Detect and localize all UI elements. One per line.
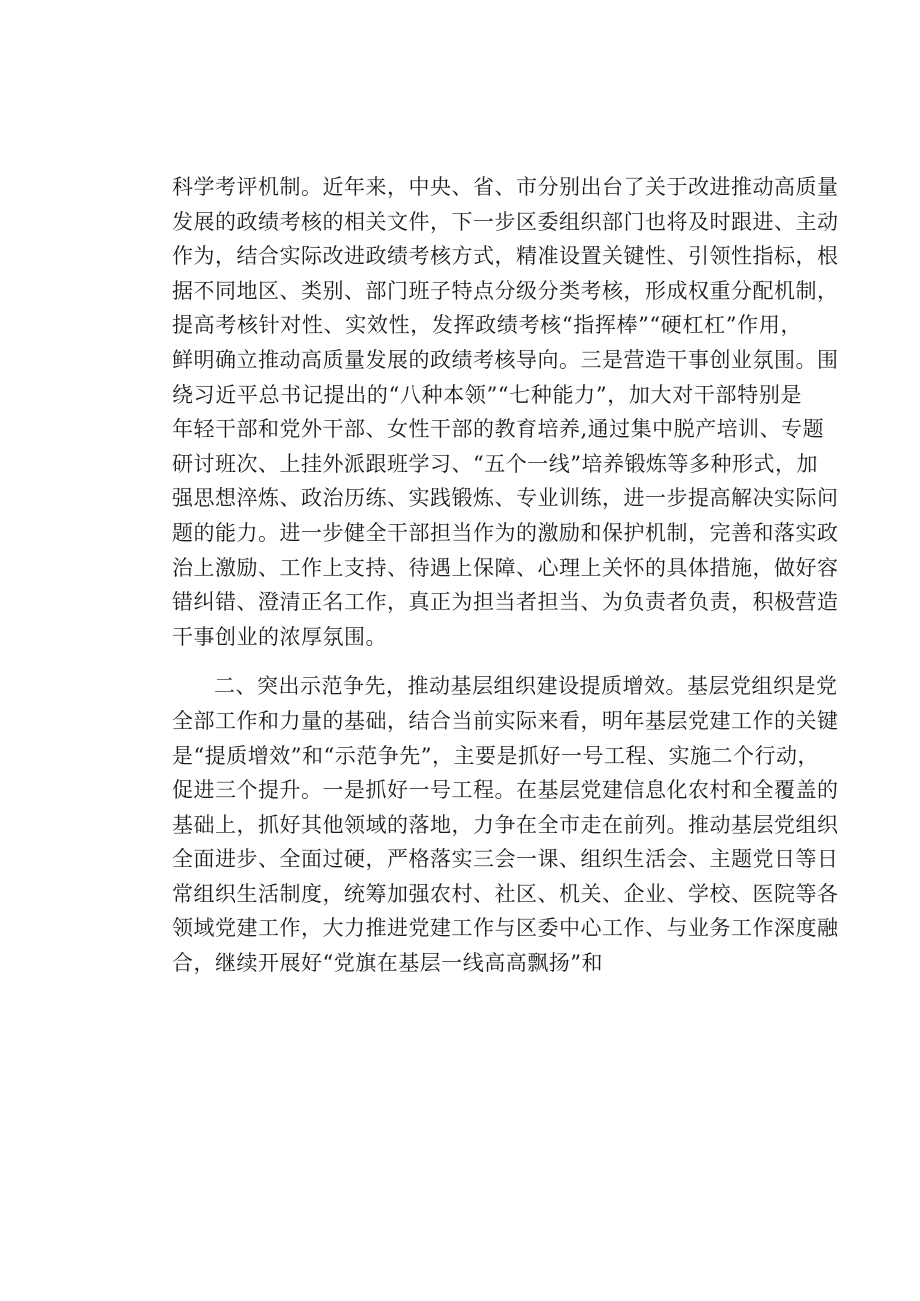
text-line: 强思想淬炼、政治历练、实践锻炼、专业训练，进一步提高解决实际问 xyxy=(172,486,839,511)
text-line-first-indented: 二、突出示范争先，推动基层组织建设提质增效。基层党组织是党 xyxy=(214,674,838,699)
text-line: 促进三个提升。一是抓好一号工程。在基层党建信息化农村和全覆盖的 xyxy=(172,778,839,803)
text-line: 绕习近平总书记提出的“八种本领”“七种能力”，加大对干部特别是 xyxy=(172,382,802,407)
text-line: 干事创业的浓厚氛围。 xyxy=(172,624,387,649)
text-line: 全部工作和力量的基础，结合当前实际来看，明年基层党建工作的关键 xyxy=(172,708,839,733)
text-line: 基础上，抓好其他领域的落地，力争在全市走在前列。推动基层党组织 xyxy=(172,812,839,837)
paragraph-grassroots-organization xyxy=(172,669,839,980)
text-line: 发展的政绩考核的相关文件，下一步区委组织部门也将及时跟进、主动 xyxy=(172,209,839,234)
text-line: 作为，结合实际改进政绩考核方式，精准设置关键性、引领性指标，根 xyxy=(172,244,839,269)
text-line: 题的能力。进一步健全干部担当作为的激励和保护机制，完善和落实政 xyxy=(172,520,839,545)
text-line: 错纠错、澄清正名工作，真正为担当者担当、为负责者负责，积极营造 xyxy=(172,590,839,615)
text-line: 科学考评机制。近年来，中央、省、市分别出台了关于改进推动高质量 xyxy=(172,175,839,199)
text-line: 鲜明确立推动高质量发展的政绩考核导向。三是营造干事创业氛围。围 xyxy=(172,347,839,372)
text-line: 常组织生活制度，统筹加强农村、社区、机关、企业、学校、医院等各 xyxy=(172,881,839,906)
text-line: 是“提质增效”和“示范争先”，主要是抓好一号工程、实施二个行动， xyxy=(172,743,819,768)
text-line: 合，继续开展好“党旗在基层一线高高飘扬”和 xyxy=(172,951,603,976)
paragraph-evaluation-mechanism xyxy=(172,170,839,654)
text-line: 全面进步、全面过硬，严格落实三会一课、组织生活会、主题党日等日 xyxy=(172,847,839,872)
text-line: 治上激励、工作上支持、待遇上保障、心理上关怀的具体措施，做好容 xyxy=(172,555,839,580)
text-line: 提高考核针对性、实效性，发挥政绩考核“指挥棒”“硬杠杠”作用， xyxy=(172,313,802,338)
text-line: 据不同地区、类别、部门班子特点分级分类考核，形成权重分配机制， xyxy=(172,278,839,303)
paragraph-spacer xyxy=(172,654,802,669)
text-line: 年轻干部和党外干部、女性干部的教育培养,通过集中脱产培训、专题 xyxy=(172,417,825,442)
text-line: 研讨班次、上挂外派跟班学习、“五个一线”培养锻炼等多种形式，加 xyxy=(172,451,818,476)
document-body xyxy=(172,170,839,981)
text-line: 领域党建工作，大力推进党建工作与区委中心工作、与业务工作深度融 xyxy=(172,916,839,941)
